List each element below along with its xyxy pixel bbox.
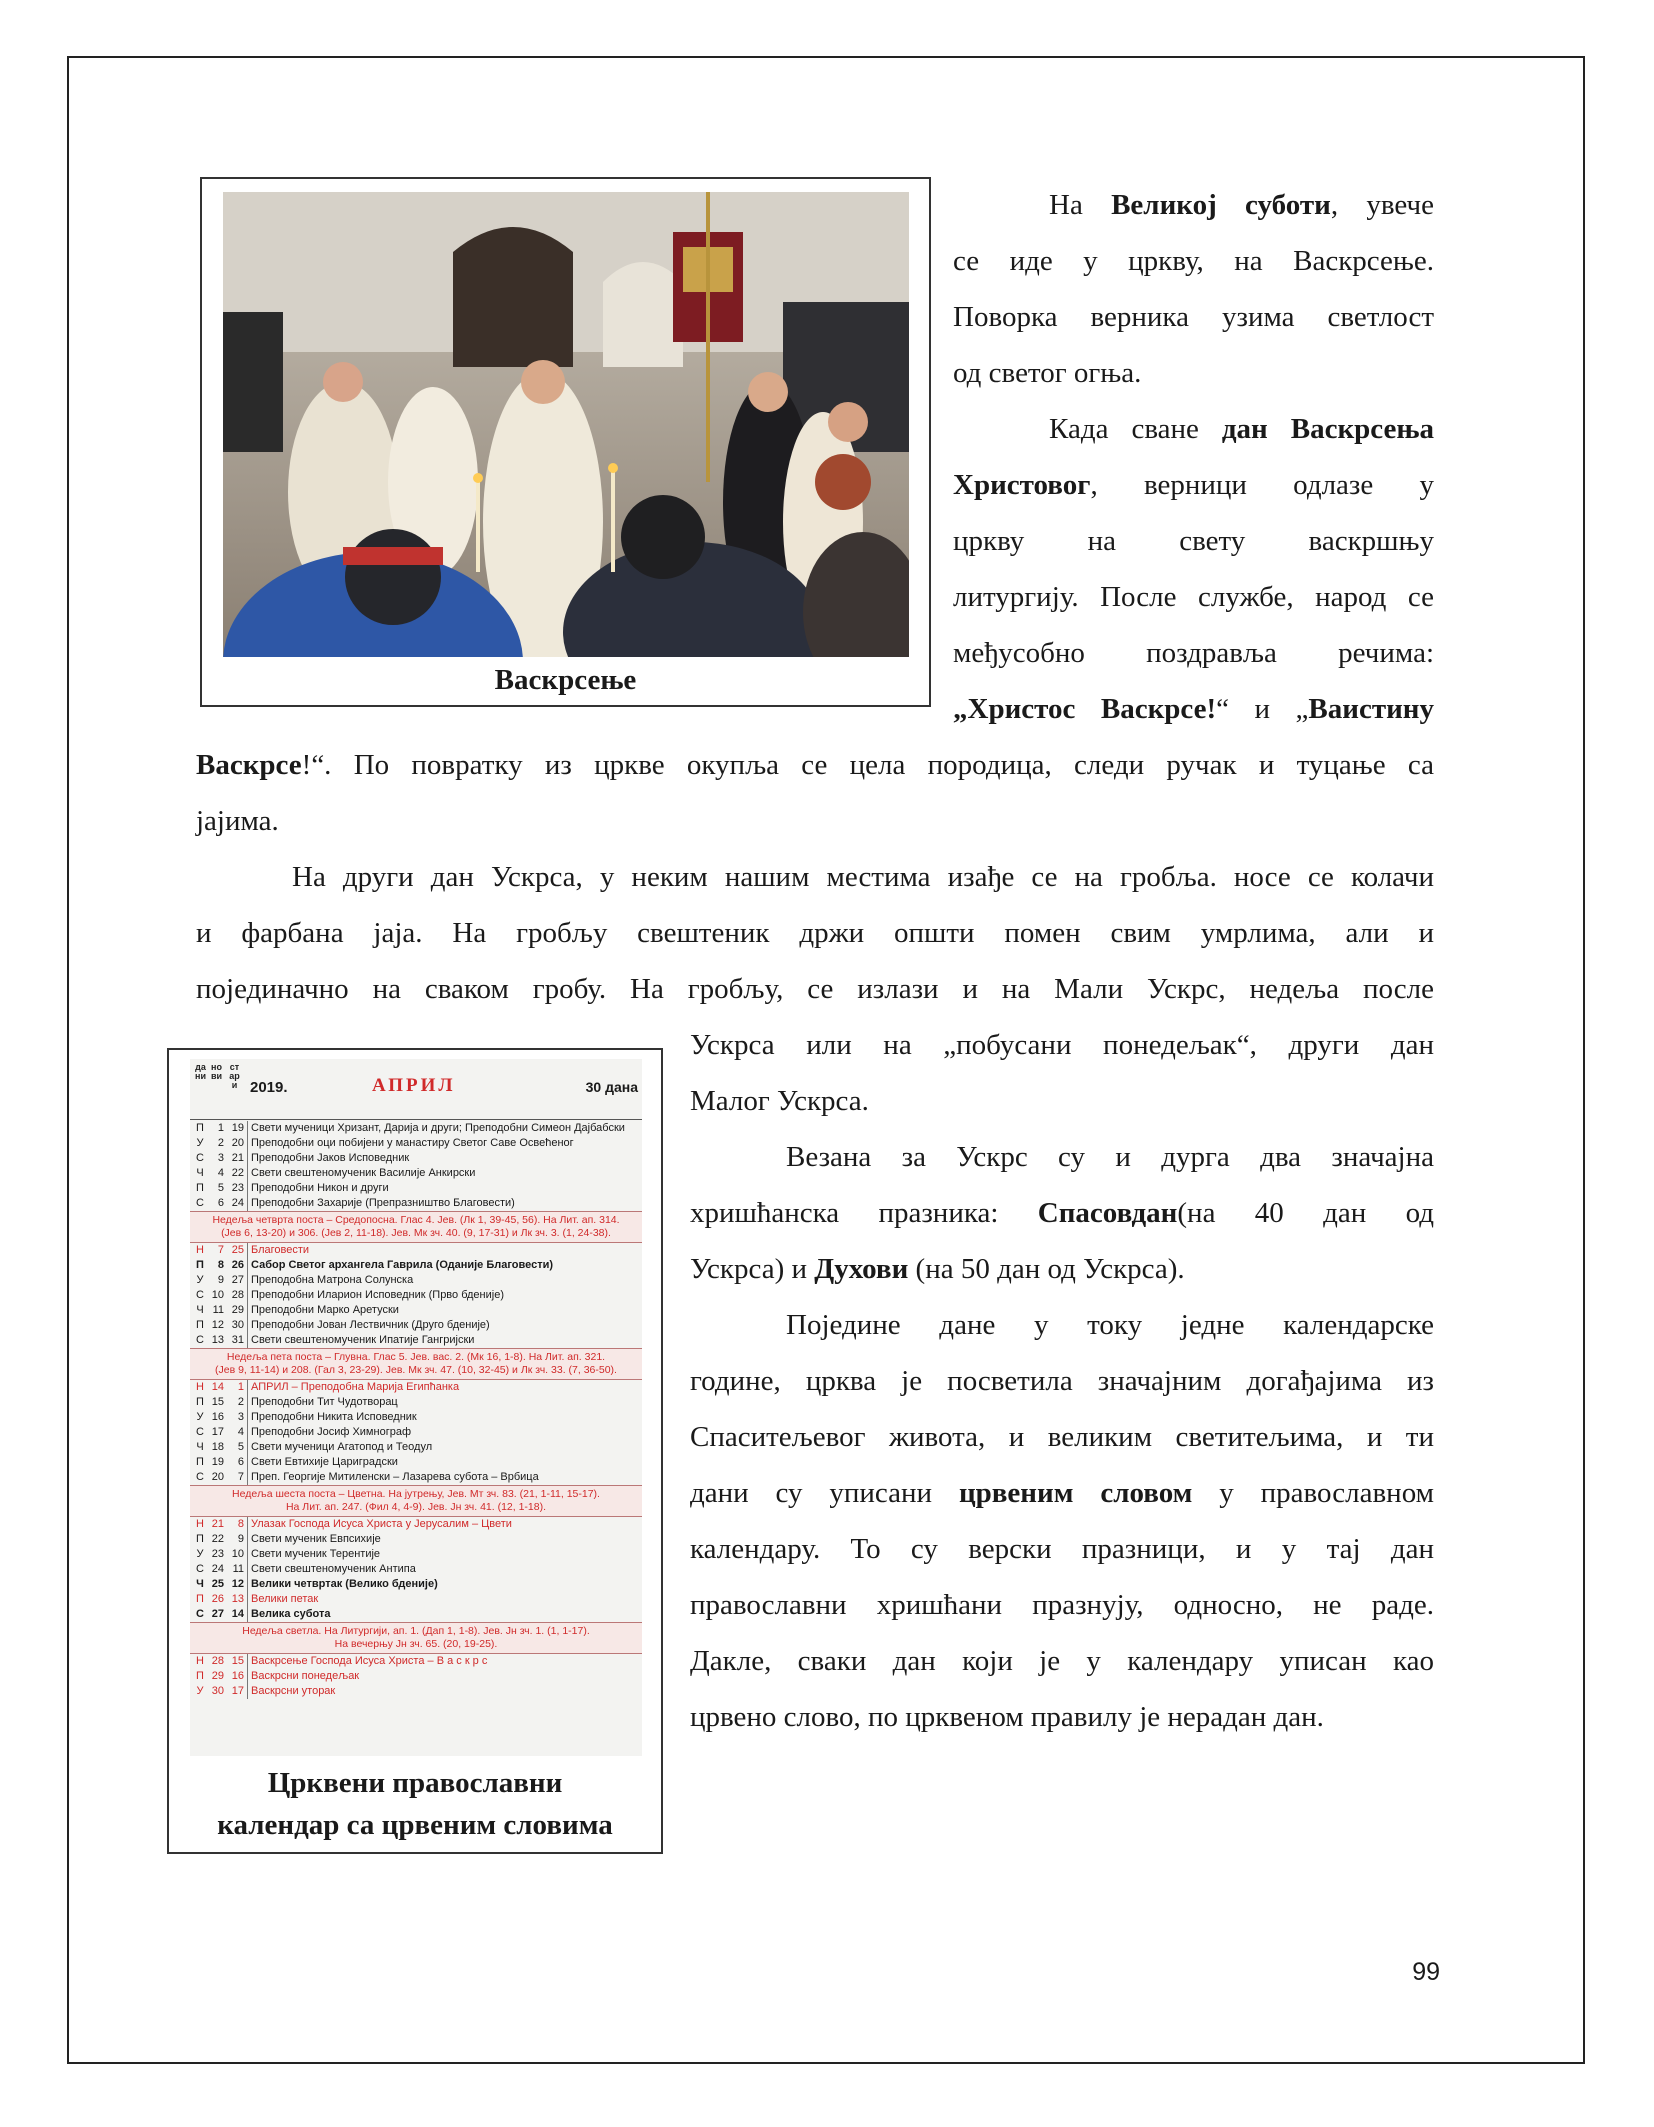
calendar-row bbox=[190, 1303, 642, 1318]
calendar-old-date: 29 bbox=[231, 1304, 244, 1316]
calendar-month: АПРИЛ bbox=[372, 1075, 456, 1096]
calendar-row bbox=[190, 1532, 642, 1547]
p2-line-1: Када сване дан Васкрсења bbox=[1049, 413, 1434, 445]
calendar-new-date: 29 bbox=[211, 1670, 224, 1682]
calendar-weekday: Ч bbox=[196, 1304, 204, 1316]
calendar-row bbox=[190, 1592, 642, 1607]
calendar-new-date: 17 bbox=[211, 1426, 224, 1438]
calendar-feast: Преподобни Јован Лествичник (Друго бденије) bbox=[247, 1318, 639, 1333]
calendar-row bbox=[190, 1318, 642, 1333]
calendar-row bbox=[190, 1380, 642, 1395]
p2-line-3: цркву на свету васкршњу bbox=[953, 525, 1434, 557]
calendar-old-date: 6 bbox=[237, 1456, 244, 1468]
calendar-feast: Васкрсни уторак bbox=[247, 1684, 639, 1699]
calendar-row bbox=[190, 1151, 642, 1166]
calendar-row bbox=[190, 1395, 642, 1410]
calendar-weekday: С bbox=[196, 1197, 204, 1209]
calendar-old-date: 8 bbox=[237, 1518, 244, 1530]
calendar-weekday: П bbox=[196, 1593, 204, 1605]
calendar-weekday: Н bbox=[196, 1518, 204, 1530]
p3-line-2: и фарбана јаја. На гробљу свештеник држи општи помен свим умрлима, али и bbox=[196, 917, 1434, 949]
calendar-row bbox=[190, 1577, 642, 1592]
calendar-sunday-note bbox=[190, 1211, 642, 1243]
calendar-row bbox=[190, 1258, 642, 1273]
p3-line-5: Малог Ускрса. bbox=[690, 1085, 869, 1117]
calendar-weekday: Ч bbox=[196, 1578, 204, 1590]
calendar-new-date: 7 bbox=[217, 1244, 224, 1256]
calendar-weekday: Ч bbox=[196, 1167, 204, 1179]
calendar-new-date: 2 bbox=[217, 1137, 224, 1149]
p2-line-4: литургију. После службе, народ се bbox=[953, 581, 1434, 613]
calendar-feast: Свети свештеномученик Василије Анкирски bbox=[247, 1166, 639, 1181]
calendar-feast: Преподобни Јосиф Химнограф bbox=[247, 1425, 639, 1440]
p4-line-3: Ускрса) и Духови (на 50 дан од Ускрса). bbox=[690, 1253, 1185, 1285]
calendar-weekday: С bbox=[196, 1152, 204, 1164]
calendar-weekday: Н bbox=[196, 1244, 204, 1256]
calendar-row bbox=[190, 1455, 642, 1470]
paragraph-2-bottom bbox=[196, 737, 1434, 849]
calendar-weekday: П bbox=[196, 1319, 204, 1331]
calendar-old-date: 10 bbox=[231, 1548, 244, 1560]
calendar-weekday: П bbox=[196, 1670, 204, 1682]
p1-line-2: се иде у цркву, на Васкрсење. bbox=[953, 245, 1434, 277]
calendar-new-date: 9 bbox=[217, 1274, 224, 1286]
p5-line-8: црвено слово, по црквеном правилу је нерадан дан. bbox=[690, 1701, 1324, 1733]
calendar-new-date: 11 bbox=[212, 1304, 224, 1316]
p5-line-2: године, црква је посветила значајним догађајима из bbox=[690, 1365, 1434, 1397]
calendar-old-date: 14 bbox=[231, 1608, 244, 1620]
calendar-new-date: 21 bbox=[211, 1518, 224, 1530]
calendar-new-date: 1 bbox=[217, 1122, 224, 1134]
calendar-old-date: 11 bbox=[232, 1563, 244, 1575]
calendar-row bbox=[190, 1243, 642, 1258]
calendar-new-date: 26 bbox=[211, 1593, 224, 1605]
calendar-feast: Преподобни Никон и други bbox=[247, 1181, 639, 1196]
calendar-weekday: П bbox=[196, 1533, 204, 1545]
paragraph-3-bottom bbox=[690, 1017, 1434, 1129]
paragraph-4 bbox=[690, 1129, 1434, 1297]
calendar-weekday: У bbox=[196, 1685, 204, 1697]
calendar-old-date: 31 bbox=[231, 1334, 244, 1346]
calendar-old-date: 7 bbox=[237, 1471, 244, 1483]
calendar-new-date: 23 bbox=[211, 1548, 224, 1560]
calendar-new-date: 27 bbox=[211, 1608, 224, 1620]
calendar-feast: Васкрсење Господа Исуса Христа – В а с к р с bbox=[247, 1654, 639, 1669]
calendar-row bbox=[190, 1121, 642, 1136]
calendar-weekday: П bbox=[196, 1396, 204, 1408]
calendar-new-date: 19 bbox=[211, 1456, 224, 1468]
calendar-feast: Свети мученици Агатопод и Теодул bbox=[247, 1440, 639, 1455]
p2-line-5: међусобно поздравља речима: bbox=[953, 637, 1434, 669]
calendar-feast: Преподобни оци побијени у манастиру Светог Саве Освећеног bbox=[247, 1136, 639, 1151]
calendar-days-count: 30 дана bbox=[585, 1079, 638, 1095]
calendar-weekday: С bbox=[196, 1563, 204, 1575]
calendar-new-date: 24 bbox=[211, 1563, 224, 1575]
calendar-old-date: 16 bbox=[231, 1670, 244, 1682]
calendar-weekday: П bbox=[196, 1182, 204, 1194]
calendar-feast: Свети Евтихије Цариградски bbox=[247, 1455, 639, 1470]
calendar-feast: Преподобни Никита Исповедник bbox=[247, 1410, 639, 1425]
calendar-note-line-2: (Јев 9, 11-14) и 208. (Гал 3, 23-29). Јев. Мк зч. 47. (10, 32-45) и Лк зч. 33. (7, 36-50). bbox=[215, 1364, 617, 1376]
calendar-weekday: У bbox=[196, 1274, 204, 1286]
p5-line-3: Спаситељевог живота, и великим светитељима, и ти bbox=[690, 1421, 1434, 1453]
col-header-new: нови bbox=[210, 1062, 223, 1081]
p3-line-4: Ускрса или на „побусани понедељак“, други дан bbox=[690, 1029, 1434, 1061]
calendar-feast: Улазак Господа Исуса Христа у Јерусалим – Цвети bbox=[247, 1517, 639, 1532]
calendar-row bbox=[190, 1440, 642, 1455]
calendar-old-date: 5 bbox=[237, 1441, 244, 1453]
calendar-old-date: 13 bbox=[231, 1593, 244, 1605]
calendar-new-date: 12 bbox=[211, 1319, 224, 1331]
calendar-old-date: 30 bbox=[231, 1319, 244, 1331]
calendar-weekday: С bbox=[196, 1334, 204, 1346]
calendar-feast: Свети мученик Терентије bbox=[247, 1547, 639, 1562]
calendar-new-date: 10 bbox=[211, 1289, 224, 1301]
calendar-old-date: 4 bbox=[237, 1426, 244, 1438]
calendar-old-date: 25 bbox=[231, 1244, 244, 1256]
calendar-year: 2019. bbox=[250, 1079, 288, 1096]
calendar-new-date: 25 bbox=[211, 1578, 224, 1590]
calendar-new-date: 30 bbox=[211, 1685, 224, 1697]
calendar-weekday: Ч bbox=[196, 1441, 204, 1453]
calendar-rows bbox=[190, 1121, 642, 1699]
col-header-days: дани bbox=[195, 1062, 206, 1081]
calendar-feast: Свети свештеномученик Антипа bbox=[247, 1562, 639, 1577]
calendar-row bbox=[190, 1136, 642, 1151]
p5-line-5: календару. То су верски празници, и у тај дан bbox=[690, 1533, 1434, 1565]
calendar-feast: Свети мученик Евпсихије bbox=[247, 1532, 639, 1547]
calendar-feast: Велики петак bbox=[247, 1592, 639, 1607]
photo-figure bbox=[200, 177, 931, 707]
calendar-feast: Свети мученици Хризант, Дарија и други; Преподобни Симеон Дајбабски bbox=[247, 1121, 639, 1136]
calendar-feast: Васкрсни понедељак bbox=[247, 1669, 639, 1684]
calendar-new-date: 16 bbox=[211, 1411, 224, 1423]
calendar-sunday-note bbox=[190, 1485, 642, 1517]
calendar-new-date: 5 bbox=[217, 1182, 224, 1194]
calendar-new-date: 4 bbox=[217, 1167, 224, 1179]
calendar-old-date: 9 bbox=[237, 1533, 244, 1545]
calendar-weekday: Н bbox=[196, 1381, 204, 1393]
calendar-row bbox=[190, 1166, 642, 1181]
calendar-old-date: 22 bbox=[231, 1167, 244, 1179]
calendar-weekday: Н bbox=[196, 1655, 204, 1667]
calendar-old-date: 26 bbox=[231, 1259, 244, 1271]
calendar-weekday: С bbox=[196, 1289, 204, 1301]
p1-line-4: од светог огња. bbox=[953, 357, 1142, 389]
paragraph-5 bbox=[690, 1297, 1434, 1745]
calendar-new-date: 8 bbox=[217, 1259, 224, 1271]
calendar-caption bbox=[169, 1762, 661, 1846]
church-procession-photo bbox=[223, 192, 909, 657]
p3-line-1: На други дан Ускрса, у неким нашим местима изађе се на гробља. носе се колачи bbox=[292, 861, 1434, 893]
p2-line-2: Христовог, верници одлазе у bbox=[953, 469, 1434, 501]
calendar-old-date: 28 bbox=[231, 1289, 244, 1301]
calendar-row bbox=[190, 1196, 642, 1211]
p4-line-1: Везана за Ускрс су и дурга два значајна bbox=[786, 1141, 1434, 1173]
calendar-image bbox=[190, 1059, 642, 1756]
calendar-feast: Преподобни Тит Чудотворац bbox=[247, 1395, 639, 1410]
calendar-row bbox=[190, 1410, 642, 1425]
calendar-row bbox=[190, 1333, 642, 1348]
calendar-new-date: 3 bbox=[217, 1152, 224, 1164]
calendar-feast: Преподобни Захарије (Препразништво Благовести) bbox=[247, 1196, 639, 1211]
page-number: 99 bbox=[1412, 1958, 1440, 1986]
p3-line-3: појединачно на сваком гробу. На гробљу, се излази и на Мали Ускрс, недеља после bbox=[196, 973, 1434, 1005]
calendar-note-line-2: (Јев 6, 13-20) и 306. (Јев 2, 11-18). Јев. Мк зч. 40. (9, 17-31) и Лк зч. 3. (1, 24-38). bbox=[221, 1227, 611, 1239]
calendar-old-date: 3 bbox=[237, 1411, 244, 1423]
p2-line-7: Васкрсе!“. По повратку из цркве окупља се цела породица, следи ручак и туцање са bbox=[196, 749, 1434, 781]
photo-illustration bbox=[223, 192, 909, 657]
calendar-weekday: П bbox=[196, 1456, 204, 1468]
calendar-caption-line-1: Црквени православни bbox=[267, 1767, 563, 1799]
calendar-row bbox=[190, 1607, 642, 1622]
calendar-feast: Преподобни Јаков Исповедник bbox=[247, 1151, 639, 1166]
calendar-new-date: 14 bbox=[211, 1381, 224, 1393]
calendar-row bbox=[190, 1654, 642, 1669]
calendar-old-date: 1 bbox=[237, 1381, 244, 1393]
p2-line-6: „Христос Васкрсе!“ и „Ваистину bbox=[953, 693, 1434, 725]
calendar-feast: Преподобна Матрона Солунска bbox=[247, 1273, 639, 1288]
calendar-row bbox=[190, 1288, 642, 1303]
calendar-row bbox=[190, 1470, 642, 1485]
calendar-row bbox=[190, 1273, 642, 1288]
paragraph-2-top bbox=[953, 401, 1434, 737]
calendar-row bbox=[190, 1425, 642, 1440]
calendar-feast: Преподобни Марко Аретуски bbox=[247, 1303, 639, 1318]
calendar-note-line-1: Недеља шеста поста – Цветна. На јутрењу, Јев. Мт зч. 83. (21, 1-11, 15-17). bbox=[232, 1488, 600, 1500]
calendar-note-line-2: На Лит. ап. 247. (Фил 4, 4-9). Јев. Јн зч. 41. (12, 1-18). bbox=[285, 1501, 547, 1513]
calendar-old-date: 23 bbox=[231, 1182, 244, 1194]
p2-line-8: јајима. bbox=[196, 805, 279, 837]
calendar-feast: Велика субота bbox=[247, 1607, 639, 1622]
calendar-new-date: 20 bbox=[211, 1471, 224, 1483]
paragraph-3-top bbox=[196, 849, 1434, 1017]
calendar-weekday: П bbox=[196, 1259, 204, 1271]
paragraph-1 bbox=[953, 177, 1434, 401]
calendar-row bbox=[190, 1181, 642, 1196]
calendar-weekday: С bbox=[196, 1608, 204, 1620]
p1-line-1: На Великој суботи, увече bbox=[1049, 189, 1434, 221]
calendar-weekday: У bbox=[196, 1548, 204, 1560]
calendar-new-date: 13 bbox=[211, 1334, 224, 1346]
calendar-weekday: У bbox=[196, 1137, 204, 1149]
calendar-feast: Сабор Светог архангела Гаврила (Оданије Благовести) bbox=[247, 1258, 639, 1273]
calendar-header bbox=[190, 1059, 642, 1120]
calendar-new-date: 6 bbox=[217, 1197, 224, 1209]
calendar-note-line-1: Недеља пета поста – Глувна. Глас 5. Јев. вас. 2. (Мк 16, 1-8). На Лит. ап. 321. bbox=[226, 1351, 606, 1363]
calendar-feast: Преподобни Иларион Исповедник (Прво бденије) bbox=[247, 1288, 639, 1303]
calendar-old-date: 21 bbox=[231, 1152, 244, 1164]
calendar-weekday: У bbox=[196, 1411, 204, 1423]
calendar-weekday: П bbox=[196, 1122, 204, 1134]
calendar-caption-line-2: календар са црвеним словима bbox=[217, 1809, 613, 1841]
calendar-old-date: 24 bbox=[231, 1197, 244, 1209]
calendar-note-line-2: На вечерњу Јн зч. 65. (20, 19-25). bbox=[334, 1638, 498, 1650]
p5-line-6: православни хришћани празнују, односно, не раде. bbox=[690, 1589, 1434, 1621]
calendar-weekday: С bbox=[196, 1471, 204, 1483]
calendar-old-date: 27 bbox=[231, 1274, 244, 1286]
calendar-feast: Преп. Георгије Митиленски – Лазарева субота – Врбица bbox=[247, 1470, 639, 1485]
calendar-old-date: 2 bbox=[237, 1396, 244, 1408]
calendar-row bbox=[190, 1547, 642, 1562]
calendar-feast: АПРИЛ – Преподобна Марија Египћанка bbox=[247, 1380, 639, 1395]
calendar-note-line-1: Недеља четврта поста – Средопосна. Глас 4. Јев. (Лк 1, 39-45, 56). На Лит. ап. 314. bbox=[212, 1214, 620, 1226]
p5-line-4: дани су уписани црвеним словом у православном bbox=[690, 1477, 1435, 1509]
calendar-old-date: 19 bbox=[231, 1122, 244, 1134]
calendar-feast: Велики четвртак (Велико бденије) bbox=[247, 1577, 639, 1592]
p5-line-1: Поједине дане у току једне календарске bbox=[786, 1309, 1434, 1341]
p5-line-7: Дакле, сваки дан који је у календару уписан као bbox=[690, 1645, 1434, 1677]
calendar-sunday-note bbox=[190, 1622, 642, 1654]
col-header-old: стари bbox=[229, 1062, 240, 1090]
calendar-feast: Свети свештеномученик Ипатије Гангријски bbox=[247, 1333, 639, 1348]
calendar-weekday: С bbox=[196, 1426, 204, 1438]
calendar-old-date: 12 bbox=[231, 1578, 244, 1590]
calendar-sunday-note bbox=[190, 1348, 642, 1380]
calendar-row bbox=[190, 1517, 642, 1532]
calendar-feast: Благовести bbox=[247, 1243, 639, 1258]
calendar-row bbox=[190, 1669, 642, 1684]
p4-line-2: хришћанска празника: Спасовдан(на 40 дан од bbox=[690, 1197, 1434, 1229]
calendar-row bbox=[190, 1562, 642, 1577]
calendar-new-date: 18 bbox=[211, 1441, 224, 1453]
calendar-new-date: 22 bbox=[211, 1533, 224, 1545]
calendar-note-line-1: Недеља светла. На Литургији, ап. 1. (Дап 1, 1-8). Јев. Јн зч. 1. (1, 1-17). bbox=[242, 1625, 590, 1637]
calendar-new-date: 15 bbox=[211, 1396, 224, 1408]
calendar-row bbox=[190, 1684, 642, 1699]
calendar-old-date: 20 bbox=[231, 1137, 244, 1149]
calendar-old-date: 15 bbox=[231, 1655, 244, 1667]
calendar-figure bbox=[167, 1048, 663, 1854]
p1-line-3: Поворка верника узима светлост bbox=[953, 301, 1434, 333]
calendar-new-date: 28 bbox=[211, 1655, 224, 1667]
calendar-old-date: 17 bbox=[231, 1685, 244, 1697]
photo-caption: Васкрсење bbox=[494, 664, 637, 696]
